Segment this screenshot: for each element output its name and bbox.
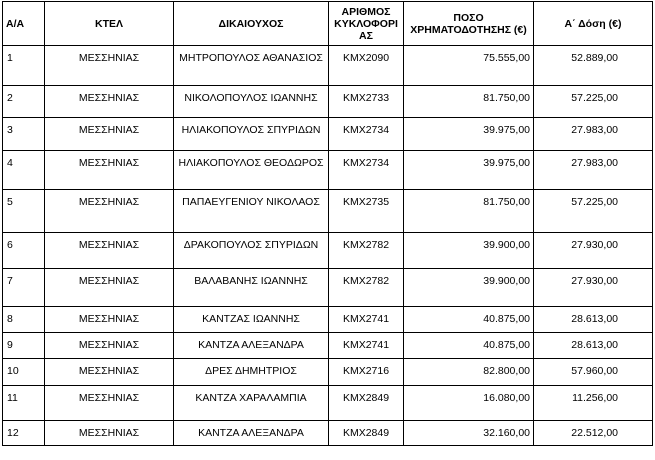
dose-cell: 52.889,00 [534, 46, 653, 86]
dose-cell: 28.613,00 [534, 307, 653, 333]
owner-cell: ΚΑΝΤΖΑ ΧΑΡΑΛΑΜΠΙΑ [174, 386, 329, 421]
row-number: 10 [3, 359, 45, 386]
ktel-cell: ΜΕΣΣΗΝΙΑΣ [45, 359, 174, 386]
ktel-cell: ΜΕΣΣΗΝΙΑΣ [45, 46, 174, 86]
dose-cell: 11.256,00 [534, 386, 653, 421]
header-dose: Α΄ Δόση (€) [534, 2, 653, 46]
header-ktel: ΚΤΕΛ [45, 2, 174, 46]
table-row [3, 151, 653, 190]
row-number: 8 [3, 307, 45, 333]
funding-table [2, 1, 653, 446]
header-plate: ΑΡΙΘΜΟΣ ΚΥΚΛΟΦΟΡΙ ΑΣ [329, 2, 404, 46]
amount-cell: 32.160,00 [404, 421, 534, 446]
dose-cell: 57.225,00 [534, 190, 653, 233]
owner-cell: ΗΛΙΑΚΟΠΟΥΛΟΣ ΣΠΥΡΙΔΩΝ [174, 118, 329, 151]
row-number: 1 [3, 46, 45, 86]
table-row [3, 86, 653, 118]
amount-cell: 39.975,00 [404, 118, 534, 151]
plate-cell: ΚΜΧ2734 [329, 118, 404, 151]
owner-cell: ΔΡΕΣ ΔΗΜΗΤΡΙΟΣ [174, 359, 329, 386]
plate-cell: ΚΜΧ2782 [329, 269, 404, 307]
table-row [3, 386, 653, 421]
owner-cell: ΠΑΠΑΕΥΓΕΝΙΟΥ ΝΙΚΟΛΑΟΣ [174, 190, 329, 233]
owner-cell: ΚΑΝΤΖΑ ΑΛΕΞΑΝΔΡΑ [174, 421, 329, 446]
dose-cell: 27.983,00 [534, 118, 653, 151]
table-row [3, 190, 653, 233]
table-row [3, 421, 653, 446]
table-row [3, 118, 653, 151]
row-number: 5 [3, 190, 45, 233]
table-row [3, 46, 653, 86]
owner-cell: ΝΙΚΟΛΟΠΟΥΛΟΣ ΙΩΑΝΝΗΣ [174, 86, 329, 118]
row-number: 6 [3, 233, 45, 269]
table-row [3, 359, 653, 386]
table-row [3, 307, 653, 333]
amount-cell: 81.750,00 [404, 86, 534, 118]
ktel-cell: ΜΕΣΣΗΝΙΑΣ [45, 190, 174, 233]
plate-cell: ΚΜΧ2090 [329, 46, 404, 86]
plate-cell: ΚΜΧ2716 [329, 359, 404, 386]
amount-cell: 40.875,00 [404, 307, 534, 333]
plate-cell: ΚΜΧ2782 [329, 233, 404, 269]
ktel-cell: ΜΕΣΣΗΝΙΑΣ [45, 118, 174, 151]
header-owner: ΔΙΚΑΙΟΥΧΟΣ [174, 2, 329, 46]
owner-cell: ΜΗΤΡΟΠΟΥΛΟΣ ΑΘΑΝΑΣΙΟΣ [174, 46, 329, 86]
plate-cell: ΚΜΧ2741 [329, 333, 404, 359]
row-number: 7 [3, 269, 45, 307]
row-number: 2 [3, 86, 45, 118]
plate-cell: ΚΜΧ2733 [329, 86, 404, 118]
table-row [3, 333, 653, 359]
amount-cell: 39.900,00 [404, 269, 534, 307]
plate-cell: ΚΜΧ2849 [329, 386, 404, 421]
amount-cell: 75.555,00 [404, 46, 534, 86]
table-body [3, 46, 653, 446]
ktel-cell: ΜΕΣΣΗΝΙΑΣ [45, 86, 174, 118]
owner-cell: ΔΡΑΚΟΠΟΥΛΟΣ ΣΠΥΡΙΔΩΝ [174, 233, 329, 269]
header-aa: Α/Α [3, 2, 45, 46]
header-row [3, 2, 653, 46]
amount-cell: 81.750,00 [404, 190, 534, 233]
row-number: 4 [3, 151, 45, 190]
amount-cell: 39.900,00 [404, 233, 534, 269]
owner-cell: ΒΑΛΑΒΑΝΗΣ ΙΩΑΝΝΗΣ [174, 269, 329, 307]
owner-cell: ΚΑΝΤΖΑ ΑΛΕΞΑΝΔΡΑ [174, 333, 329, 359]
amount-cell: 82.800,00 [404, 359, 534, 386]
plate-cell: ΚΜΧ2734 [329, 151, 404, 190]
ktel-cell: ΜΕΣΣΗΝΙΑΣ [45, 307, 174, 333]
table-row [3, 269, 653, 307]
table-row [3, 233, 653, 269]
ktel-cell: ΜΕΣΣΗΝΙΑΣ [45, 421, 174, 446]
dose-cell: 57.225,00 [534, 86, 653, 118]
amount-cell: 16.080,00 [404, 386, 534, 421]
amount-cell: 40.875,00 [404, 333, 534, 359]
ktel-cell: ΜΕΣΣΗΝΙΑΣ [45, 151, 174, 190]
row-number: 9 [3, 333, 45, 359]
plate-cell: ΚΜΧ2849 [329, 421, 404, 446]
dose-cell: 27.930,00 [534, 233, 653, 269]
plate-cell: ΚΜΧ2741 [329, 307, 404, 333]
amount-cell: 39.975,00 [404, 151, 534, 190]
owner-cell: ΗΛΙΑΚΟΠΟΥΛΟΣ ΘΕΟΔΩΡΟΣ [174, 151, 329, 190]
dose-cell: 57.960,00 [534, 359, 653, 386]
row-number: 3 [3, 118, 45, 151]
ktel-cell: ΜΕΣΣΗΝΙΑΣ [45, 333, 174, 359]
dose-cell: 28.613,00 [534, 333, 653, 359]
row-number: 12 [3, 421, 45, 446]
plate-cell: ΚΜΧ2735 [329, 190, 404, 233]
row-number: 11 [3, 386, 45, 421]
ktel-cell: ΜΕΣΣΗΝΙΑΣ [45, 386, 174, 421]
ktel-cell: ΜΕΣΣΗΝΙΑΣ [45, 233, 174, 269]
owner-cell: ΚΑΝΤΖΑΣ ΙΩΑΝΝΗΣ [174, 307, 329, 333]
dose-cell: 27.930,00 [534, 269, 653, 307]
header-amount: ΠΟΣΟ ΧΡΗΜΑΤΟΔΟΤΗΣΗΣ (€) [404, 2, 534, 46]
dose-cell: 27.983,00 [534, 151, 653, 190]
ktel-cell: ΜΕΣΣΗΝΙΑΣ [45, 269, 174, 307]
dose-cell: 22.512,00 [534, 421, 653, 446]
